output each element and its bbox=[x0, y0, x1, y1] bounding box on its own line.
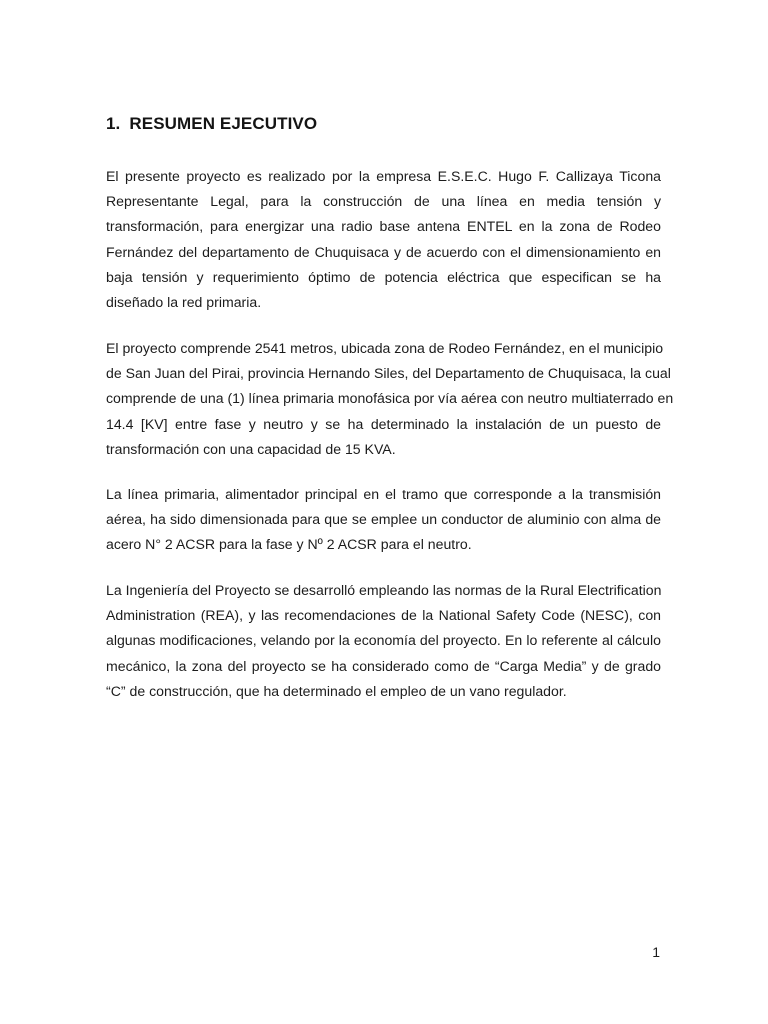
paragraph-scope bbox=[106, 336, 674, 462]
section-number: 1. bbox=[106, 114, 121, 133]
paragraph-line: algunas modificaciones, velando por la economía del proyecto. En lo referente al cálculo bbox=[106, 632, 661, 649]
paragraph-line: El presente proyecto es realizado por la empresa E.S.E.C. Hugo F. Callizaya Ticona bbox=[106, 168, 661, 184]
paragraph-line: de San Juan del Pirai, provincia Hernando Siles, del Departamento de Chuquisaca, la cual bbox=[106, 365, 671, 382]
paragraph-line: Fernández del departamento de Chuquisaca y de acuerdo con el dimensionamiento en bbox=[106, 243, 661, 260]
paragraph-line: Administration (REA), y las recomendaciones de la National Safety Code (NESC), con bbox=[106, 607, 661, 624]
paragraph-engineering bbox=[106, 578, 661, 704]
paragraph-intro bbox=[106, 164, 661, 315]
section-title: RESUMEN EJECUTIVO bbox=[129, 114, 318, 133]
paragraph-line: El proyecto comprende 2541 metros, ubicada zona de Rodeo Fernández, en el municipio bbox=[106, 340, 664, 356]
paragraph-line: comprende de una (1) línea primaria monofásica por vía aérea con neutro multiaterrado en bbox=[106, 390, 674, 407]
paragraph-line: La línea primaria, alimentador principal en el tramo que corresponde a la transmisión bbox=[106, 486, 661, 502]
paragraph-line: 14.4 [KV] entre fase y neutro y se ha determinado la instalación de un puesto de bbox=[106, 415, 661, 432]
paragraph-line: transformación con una capacidad de 15 KVA. bbox=[106, 440, 396, 457]
page-number: 1 bbox=[652, 944, 660, 960]
paragraph-line: mecánico, la zona del proyecto se ha considerado como de “Carga Media” y de grado bbox=[106, 657, 661, 674]
paragraph-line: Representante Legal, para la construcción de una línea en media tensión y bbox=[106, 193, 661, 210]
paragraph-line: aérea, ha sido dimensionada para que se emplee un conductor de aluminio con alma de bbox=[106, 511, 661, 528]
paragraph-line: La Ingeniería del Proyecto se desarrolló empleando las normas de la Rural Electrification bbox=[106, 582, 662, 598]
section-heading bbox=[106, 114, 317, 134]
paragraph-conductor bbox=[106, 482, 661, 558]
paragraph-line: acero N° 2 ACSR para la fase y Nº 2 ACSR para el neutro. bbox=[106, 536, 472, 553]
paragraph-line: diseñado la red primaria. bbox=[106, 294, 262, 311]
paragraph-line: baja tensión y requerimiento óptimo de potencia eléctrica que especifican se ha bbox=[106, 268, 661, 285]
paragraph-line: transformación, para energizar una radio base antena ENTEL en la zona de Rodeo bbox=[106, 218, 661, 235]
paragraph-line: “C” de construcción, que ha determinado el empleo de un vano regulador. bbox=[106, 682, 567, 699]
